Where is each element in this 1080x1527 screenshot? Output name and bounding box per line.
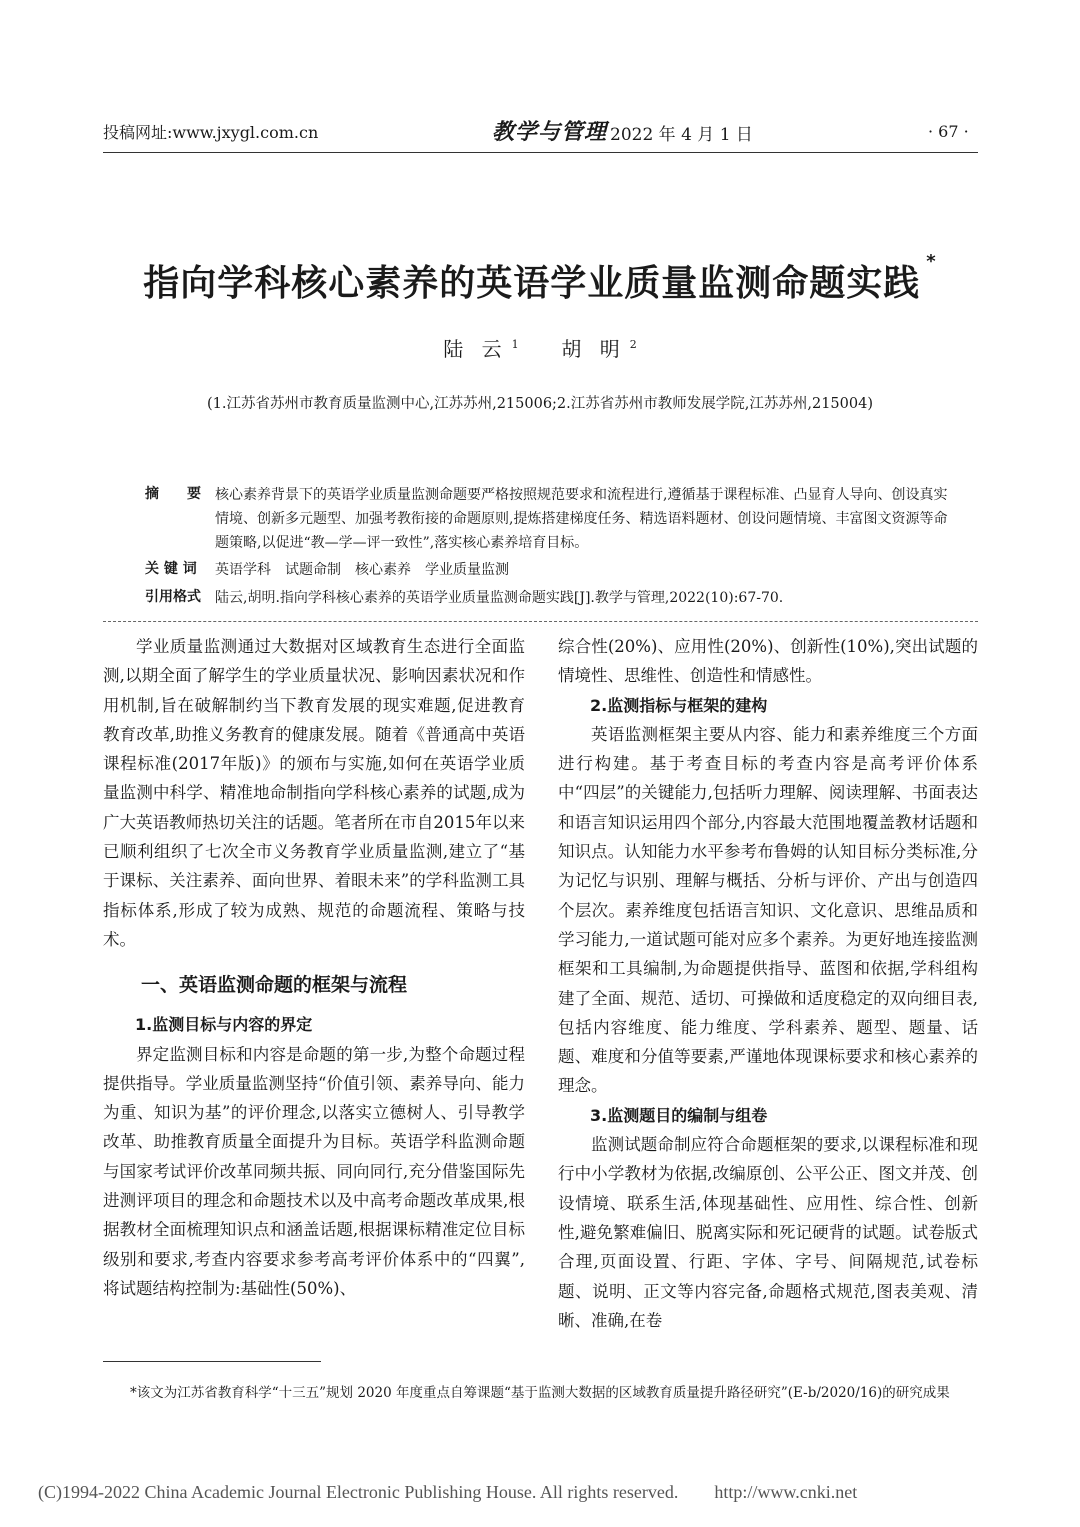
author-affil-mark: 2 [629, 338, 637, 352]
affiliations: (1.江苏省苏州市教育质量监测中心,江苏苏州,215006;2.江苏省苏州市教师发展学院,江苏苏州,215004) [206, 396, 873, 412]
author-affil-mark: 1 [511, 338, 519, 352]
copyright-line: (C)1994-2022 China Academic Journal Electronic Publishing House. All rights reserved. http://www.cnki.net [38, 1482, 858, 1502]
author-name: 胡 明 [561, 337, 626, 361]
body-paragraph: 监测试题命制应符合命题框架的要求,以课程标准和现行中小学教材为依据,改编原创、公平公正、图文并茂、创设情境、联系生活,体现基础性、应用性、综合性、创新性,避免繁难偏旧、脱离实际和死记硬背的试题。试卷版式合理,页面设置、行距、字体、字号、间隔规范,试卷标题、说明、正文等内容完备,命题格式规范,图表美观、清晰、准确,在卷 [558, 1135, 978, 1330]
footnote: *该文为江苏省教育科学“十三五”规划 2020 年度重点自筹课题“基于监测大数据的区域教育质量提升路径研究”(E-b/2020/16)的研究成果 [130, 1385, 950, 1401]
journal-website: 投稿网址:www.jxygl.com.cn [103, 123, 319, 142]
body-left-column [103, 632, 525, 1303]
section-heading: 一、英语监测命题的框架与流程 [141, 974, 408, 997]
intro-paragraph: 学业质量监测通过大数据对区域教育生态进行全面监测,以期全面了解学生的学业质量状况、影响因素状况和作用机制,旨在破解制约当下教育发展的现实难题,促进教育教育改革,助推义务教育的健康发展。随着《普通高中英语课程标准(2017年版)》的颁布与实施,如何在英语学业质量监测中科学、精准地命制指向学科核心素养的试题,成为广大英语教师热切关注的话题。笔者所在市自2015年以来已顺利组织了七次全市义务教育学业质量监测,建立了“基于课标、关注素养、面向世界、着眼未来”的学科监测工具指标体系,形成了较为成熟、规范的命题流程、策略与技术。 [103, 637, 525, 949]
body-paragraph: 英语监测框架主要从内容、能力和素养维度三个方面进行构建。基于考查目标的考查内容是高考评价体系中“四层”的关键能力,包括听力理解、阅读理解、书面表达和语言知识运用四个部分,内容最大范围地覆盖教材话题和知识点。认知能力水平参考布鲁姆的认知目标分类标准,分为记忆与识别、理解与概括、分析与评价、产出与创造四个层次。素养维度包括语言知识、文化意识、思维品质和学习能力,一道试题可能对应多个素养。为更好地连接监测框架和工具编制,为命题提供指导、蓝图和依据,学科组构建了全面、规范、适切、可操做和适度稳定的双向细目表,包括内容维度、能力维度、学科素养、题型、题量、话题、难度和分值等要素,严谨地体现课标要求和核心素养的理念。 [558, 724, 978, 1096]
subsection-heading: 3.监测题目的编制与组卷 [590, 1105, 768, 1125]
abstract-divider [103, 621, 978, 622]
abstract-label: 摘 要 [145, 486, 201, 502]
abstract-block [145, 483, 948, 563]
title-footnote-mark: * [926, 251, 937, 272]
author-name: 陆 云 [443, 337, 508, 361]
header-rule [103, 152, 978, 153]
keywords-block [145, 558, 945, 582]
issue-date: 2022 年 4 月 1 日 [610, 125, 753, 145]
author-line [0, 333, 1080, 362]
page-number: · 67 · [928, 122, 969, 141]
abstract-text: 核心素养背景下的英语学业质量监测命题要严格按照规范要求和流程进行,遵循基于课程标准、凸显育人导向、创设真实情境、创新多元题型、加强考教衔接的命题原则,提炼搭建梯度任务、精选语料题材、创设问题情境、丰富图文资源等命题策略,以促进“教—学—评一致性”,落实核心素养培育目标。 [215, 487, 948, 551]
keywords-label: 关 键 词 [145, 561, 197, 577]
citation-block [145, 586, 945, 610]
journal-name: 教学与管理 [492, 119, 608, 145]
body-paragraph-continued: 综合性(20%)、应用性(20%)、创新性(10%),突出试题的情境性、思维性、创造性和情感性。 [558, 637, 978, 686]
citation-text: 陆云,胡明.指向学科核心素养的英语学业质量监测命题实践[J].教学与管理,2022(10):67-70. [215, 590, 784, 606]
footnote-rule [103, 1361, 321, 1362]
citation-label: 引用格式 [145, 589, 201, 605]
body-paragraph: 界定监测目标和内容是命题的第一步,为整个命题过程提供指导。学业质量监测坚持“价值引领、素养导向、能力为重、知识为基”的评价理念,以落实立德树人、引导教学改革、助推教育质量全面提升为目标。英语学科监测命题与国家考试评价改革同频共振、同向同行,充分借鉴国际先进测评项目的理念和命题技术以及中高考命题改革成果,根据教材全面梳理知识点和涵盖话题,根据课标精准定位目标级别和要求,考查内容要求参考高考评价体系中的“四翼”,将试题结构控制为:基础性(50%)、 [103, 1044, 525, 1298]
body-right-column [558, 632, 978, 1335]
subsection-heading: 1.监测目标与内容的界定 [135, 1015, 313, 1035]
keywords-text: 英语学科 试题命制 核心素养 学业质量监测 [215, 562, 509, 578]
title-text: 指向学科核心素养的英语学业质量监测命题实践 [143, 263, 921, 304]
article-title [0, 251, 1080, 306]
subsection-heading: 2.监测指标与框架的建构 [590, 695, 768, 715]
